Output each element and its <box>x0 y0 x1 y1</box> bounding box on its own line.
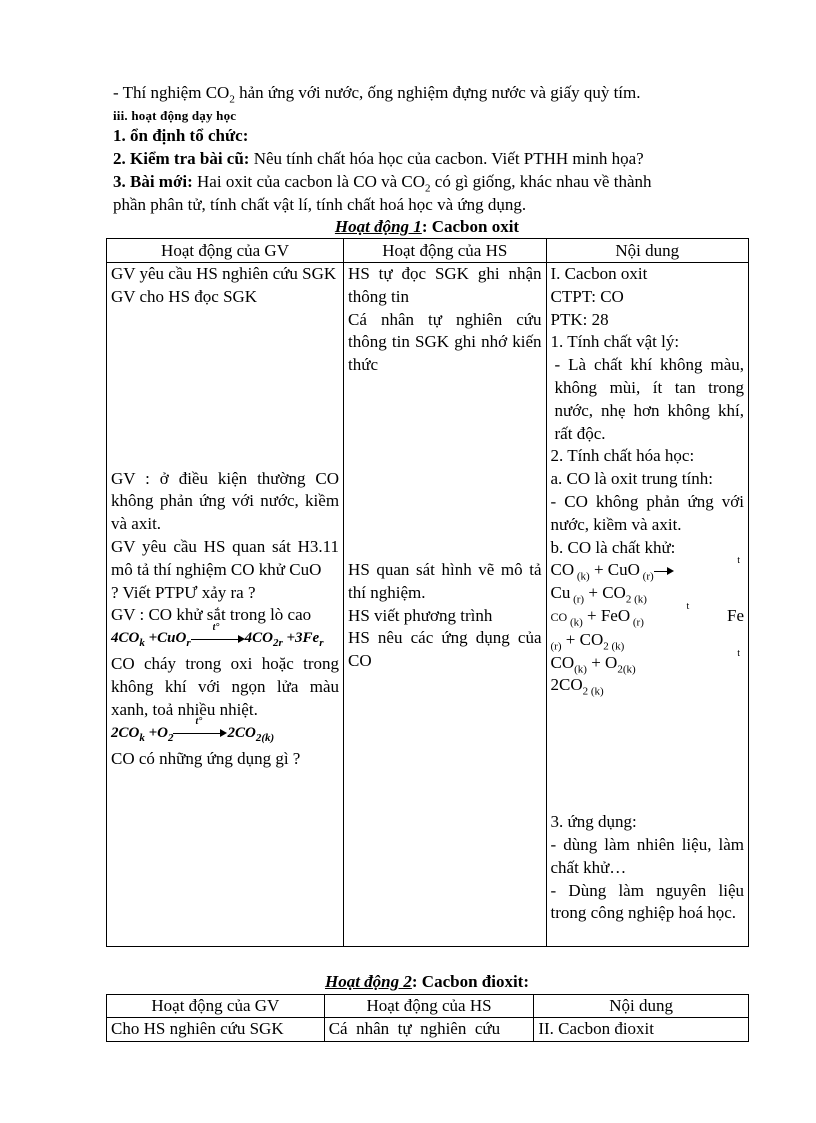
materials-text-rest: hản ứng với nước, ống nghiệm đựng nước và giấy quỳ tím. <box>234 83 641 102</box>
eq-term: Fe <box>727 605 744 625</box>
hs-text: HS nêu các ứng dụng của CO <box>348 628 542 671</box>
content-text: b. CO là chất khử: <box>550 537 676 557</box>
eq-term: 4CO <box>244 630 273 647</box>
reaction-arrow-icon: t° <box>173 728 227 738</box>
content-text: 1. Tính chất vật lý: <box>550 332 680 352</box>
equation-co-reduce <box>111 621 339 653</box>
content-cell: II. Cacbon đioxit <box>534 1018 749 1042</box>
eq-sub: k <box>139 637 145 650</box>
content-text: a. CO là oxit trung tính: <box>550 469 713 489</box>
reaction-feo-products <box>551 629 744 652</box>
hs-text: HS tự đọc SGK ghi nhận thông tin <box>348 264 542 306</box>
activity1-caption-title: Hoạt động 1 <box>334 217 422 236</box>
eq-sub: (k) <box>574 570 590 583</box>
content-text: - Là chất khí không màu, không mùi, ít tan trong nước, nhẹ hơn không khí, rất độc. <box>554 355 744 443</box>
eq-sub: 2 (k) <box>625 593 647 606</box>
reaction-cuo-products <box>551 582 744 605</box>
item-stabilize: 1. ổn định tổ chức: <box>113 126 249 145</box>
reaction-arrow-icon <box>654 566 674 576</box>
gv-text: CO có những ứng dụng gì ? <box>111 748 301 768</box>
co2-subscript: 2 <box>425 182 431 195</box>
header-gv: Hoạt động của GV <box>107 239 344 263</box>
content-text: 2. Tính chất hóa học: <box>550 446 695 466</box>
activity1-caption <box>106 216 748 238</box>
item-new-lesson <box>113 171 741 193</box>
eq-sub: (k) <box>567 616 583 629</box>
reaction-o2-products <box>551 674 744 697</box>
eq-sub: (r) <box>550 640 562 653</box>
eq-term: 2CO <box>550 675 583 695</box>
content-text: - Dùng làm nguyên liệu trong công nghiệp hoá học. <box>550 880 744 923</box>
equation-co-burn <box>111 716 339 748</box>
hs-column <box>344 263 546 947</box>
eq-sub: k <box>139 731 145 744</box>
header-hs: Hoạt động của HS <box>324 995 534 1018</box>
header-content: Nội dung <box>546 239 748 263</box>
eq-term: CO <box>550 560 575 580</box>
content-text: 3. ứng dụng: <box>550 812 637 832</box>
eq-sub: (r) <box>570 593 585 606</box>
eq-term: +O <box>144 724 168 741</box>
activity2-caption-rest: : Cacbon đioxit: <box>411 972 530 991</box>
content-text: CTPT: CO <box>550 286 624 306</box>
eq-sub: 2r <box>272 637 283 650</box>
eq-term: +3Fe <box>282 630 320 647</box>
gv-text: GV yêu cầu HS quan sát H3.11 mô tả thí nghiệm CO khử CuO <box>111 536 340 579</box>
item-new-lesson-line2: phần phân tử, tính chất vật lí, tính chất hoá học và ứng dụng. <box>113 195 527 214</box>
eq-sub: 2 (k) <box>582 685 604 698</box>
item-new-lesson-text-b: có gì giống, khác nhau về thành <box>430 172 652 191</box>
content-text: - dùng làm nhiên liệu, làm chất khử… <box>550 834 744 877</box>
activity2-caption-title: Hoạt động 2 <box>324 972 412 991</box>
spacer <box>111 309 339 468</box>
gv-text: GV : CO khử sắt trong lò cao <box>111 605 312 625</box>
item-review <box>113 148 741 170</box>
eq-sub: 2(k) <box>255 731 275 744</box>
header-content: Nội dung <box>534 995 749 1018</box>
activity1-table <box>106 238 749 947</box>
section-heading: iii. hoạt động dạy học <box>113 108 237 123</box>
hs-text: HS quan sát hình vẽ mô tả thí nghiệm. <box>348 559 542 602</box>
reaction-cuo: CO $_{(k)}$ + CuO $_{(r)}$ t <box>550 555 740 583</box>
item-review-text: Nêu tính chất hóa học của cacbon. Viết PTHH minh họa? <box>249 149 644 168</box>
hs-text: HS viết phương trình <box>348 605 493 625</box>
reaction-arrow-icon: t° <box>191 634 245 644</box>
content-text: I. Cacbon oxit <box>550 264 648 283</box>
reaction-feo: CO $_{(k)}$ + FeO $_{(r)}$ t Fe <box>550 600 744 629</box>
eq-term: 2CO <box>111 724 140 741</box>
activity2-table <box>106 994 749 1042</box>
gv-text: GV cho HS đọc SGK <box>111 286 258 306</box>
co2-subscript: 2 <box>229 93 235 106</box>
eq-term: + CO <box>584 583 626 603</box>
eq-term: + O <box>586 652 618 672</box>
activity2-caption <box>106 971 748 993</box>
eq-term: CO <box>550 609 568 624</box>
eq-sub: (r) <box>639 570 654 583</box>
eq-term: + CuO <box>589 560 640 580</box>
eq-term: 4CO <box>111 630 140 647</box>
gv-text: ? Viết PTPƯ xảy ra ? <box>111 582 256 602</box>
materials-line <box>113 82 741 104</box>
reaction-o2: $CO_{(k)} + O_{2(k)}$ t <box>550 647 740 675</box>
gv-text: GV : ở điều kiện thường CO không phản ứng với nước, kiềm và axit. <box>111 468 340 534</box>
header-hs: Hoạt động của HS <box>344 239 546 263</box>
gv-cell: Cho HS nghiên cứu SGK <box>107 1018 325 1042</box>
eq-sub: (k) <box>574 662 587 675</box>
eq-sub: 2(k) <box>617 662 636 675</box>
activity1-caption-rest: : Cacbon oxit <box>421 217 520 236</box>
gv-text: CO cháy trong oxi hoặc trong không khí với ngọn lửa màu xanh, toả nhiều nhiệt. <box>111 654 340 719</box>
content-column <box>546 263 748 947</box>
header-gv: Hoạt động của GV <box>107 995 325 1018</box>
eq-term: + CO <box>561 629 604 649</box>
eq-term: 2CO <box>227 724 256 741</box>
gv-column <box>107 263 344 947</box>
materials-text: - Thí nghiệm CO <box>113 83 230 102</box>
eq-term: Cu <box>550 583 571 603</box>
hs-cell: Cá nhân tự nghiên cứu <box>324 1018 534 1042</box>
eq-sub: 2 (k) <box>603 640 625 653</box>
content-text: - CO không phản ứng với nước, kiềm và axit. <box>550 491 744 534</box>
eq-sub: (r) <box>630 616 644 629</box>
content-text: PTK: 28 <box>550 309 609 329</box>
eq-term: +CuO <box>144 630 187 647</box>
spacer <box>551 697 744 811</box>
gv-text: GV yêu cầu HS nghiên cứu SGK <box>111 264 337 283</box>
spacer <box>348 377 541 559</box>
eq-sub: r <box>186 637 191 650</box>
eq-sub: 2 <box>167 731 174 744</box>
item-new-lesson-label: 3. Bài mới: <box>113 172 193 191</box>
eq-sub: r <box>319 637 324 650</box>
item-new-lesson-text: Hai oxit của cacbon là CO và CO <box>192 172 426 191</box>
eq-term: + FeO <box>582 605 631 625</box>
item-review-label: 2. Kiểm tra bài cũ: <box>113 149 250 168</box>
eq-term: CO <box>550 652 575 672</box>
hs-text: Cá nhân tự nghiên cứu thông tin SGK ghi nhớ kiến thức <box>348 309 542 375</box>
